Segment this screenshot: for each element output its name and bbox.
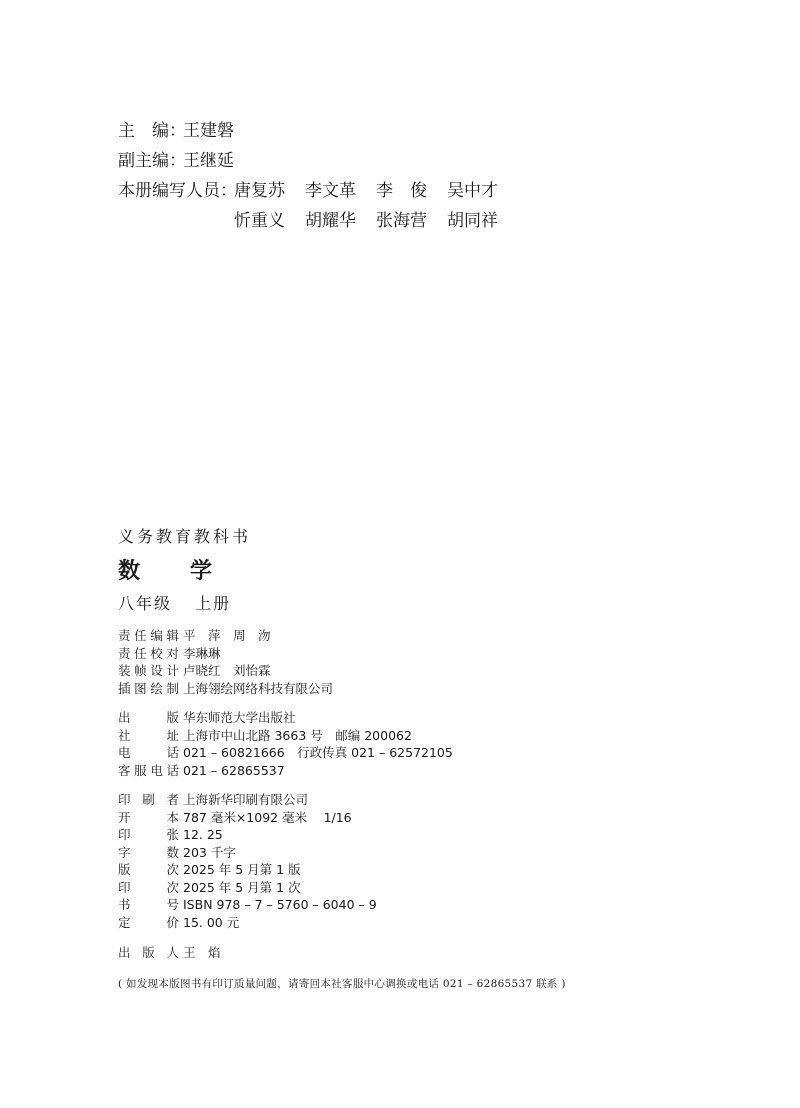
row-value: 平 萍 周 沕: [183, 628, 271, 643]
colophon-row: [118, 791, 453, 809]
row-value: 上海新华印刷有限公司: [183, 792, 309, 807]
row-value: 2025 年 5 月第 1 次: [183, 879, 301, 895]
colophon-row: [118, 826, 453, 844]
row-label: 书号: [118, 897, 179, 912]
footnote: ( 如发现本版图书有印订质量问题，请寄回本社客服中心调换或电话 021 – 62865537 联系 ): [118, 978, 566, 990]
row-value: 15. 00 元: [183, 914, 240, 930]
row-label: 责任编辑: [118, 628, 179, 643]
staff-group: [118, 627, 453, 697]
writer-name: 胡同祥: [447, 211, 498, 231]
row-label: 字数: [118, 844, 179, 860]
colophon-row: [118, 762, 453, 780]
row-label: 客服电话: [118, 762, 179, 778]
writer-name: 张海营: [376, 211, 427, 231]
row-value: 上海翎绘网络科技有限公司: [183, 680, 334, 696]
colophon-row: [118, 914, 453, 932]
issuer-label: 出版人: [118, 945, 179, 960]
editors-block: [118, 116, 518, 236]
row-label: 插图绘制: [118, 680, 179, 696]
colophon-row: [118, 645, 453, 663]
book-title-block: [118, 525, 251, 617]
row-value: 203 千字: [183, 844, 236, 860]
book-title: 数 学: [118, 558, 227, 584]
row-label: 开本: [118, 809, 179, 825]
colophon-row: [118, 744, 453, 762]
grade-label: 八年级: [118, 594, 173, 613]
colophon-row: [118, 879, 453, 897]
deputy-editor-line: [118, 146, 518, 176]
row-value: 李琳琳: [183, 645, 221, 661]
row-value: 021 – 60821666 行政传真 021 – 62572105: [183, 745, 453, 760]
row-value: 787 毫米×1092 毫米 1/16: [183, 809, 352, 825]
grade-volume: [118, 591, 251, 617]
row-label: 印次: [118, 879, 179, 895]
writer-name: 唐复苏: [234, 181, 285, 201]
colophon-row: [118, 680, 453, 698]
writer-name: 胡耀华: [305, 211, 356, 231]
row-label: 责任校对: [118, 645, 179, 661]
issuer-name: 王 焰: [183, 945, 221, 960]
issuer-row: [118, 943, 453, 963]
row-label: 版次: [118, 862, 179, 877]
writer-name: 李文革: [305, 181, 356, 201]
chief-editor-name: 王建磐: [183, 121, 234, 141]
row-label: 装帧设计: [118, 663, 179, 678]
writer-name: 忻重义: [234, 211, 285, 231]
publisher-group: [118, 709, 453, 779]
row-label: 印刷者: [118, 792, 179, 807]
writer-name: 李 俊: [376, 181, 427, 201]
row-value: 2025 年 5 月第 1 版: [183, 862, 301, 877]
colophon-row: [118, 809, 453, 827]
colophon: [118, 627, 453, 963]
colophon-row: [118, 844, 453, 862]
chief-editor-label: 主 编：: [118, 121, 186, 141]
row-label: 社址: [118, 727, 179, 743]
writers-label: 本册编写人员：: [118, 181, 237, 201]
row-value: 卢晓红 刘怡霖: [183, 663, 271, 678]
writers-line-2: [118, 206, 518, 236]
printing-group: [118, 791, 453, 931]
row-value: 021 – 62865537: [183, 762, 285, 778]
colophon-row: [118, 727, 453, 745]
colophon-row: [118, 896, 453, 914]
row-value: 12. 25: [183, 827, 223, 842]
row-value: 上海市中山北路 3663 号 邮编 200062: [183, 727, 412, 743]
colophon-row: [118, 861, 453, 879]
row-label: 出版: [118, 710, 179, 725]
colophon-row: [118, 709, 453, 727]
deputy-editor-label: 副主编：: [118, 151, 186, 171]
chief-editor-line: [118, 116, 518, 146]
writers-line-1: [118, 176, 518, 206]
row-label: 电话: [118, 745, 179, 760]
row-label: 印张: [118, 827, 179, 842]
row-value: ISBN 978 – 7 – 5760 – 6040 – 9: [183, 897, 377, 912]
writer-name: 吴中才: [447, 181, 498, 201]
volume-label: 上册: [195, 594, 232, 613]
colophon-row: [118, 662, 453, 680]
row-value: 华东师范大学出版社: [183, 710, 296, 725]
row-label: 定价: [118, 914, 179, 930]
colophon-row: [118, 627, 453, 645]
series-name: 义务教育教科书: [118, 527, 252, 546]
deputy-editor-name: 王继延: [183, 151, 234, 171]
